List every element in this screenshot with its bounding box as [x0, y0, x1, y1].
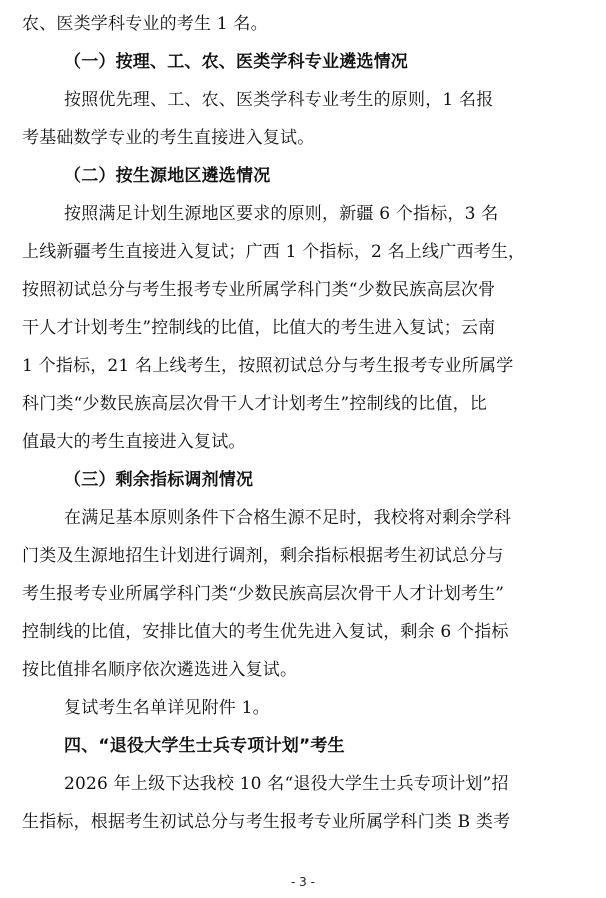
paragraph-line: 按照初试总分与考生报考专业所属学科门类“少数民族高层次骨	[22, 280, 496, 300]
paragraph-line: 门类及生源地招生计划进行调剂，剩余指标根据考生初试总分与	[22, 546, 504, 566]
section-heading-4: 四、“退役大学生士兵专项计划”考生	[64, 736, 345, 756]
paragraph-line: 按照满足计划生源地区要求的原则，新疆 6 个指标，3 名	[64, 204, 499, 224]
paragraph-line: 复试考生名单详见附件 1。	[64, 698, 270, 718]
section-heading-3: （三）剩余指标调剂情况	[64, 470, 254, 490]
paragraph-line: 上线新疆考生直接进入复试；广西 1 个指标，2 名上线广西考生，	[22, 242, 526, 262]
paragraph-line: 科门类“少数民族高层次骨干人才计划考生”控制线的比值，比	[22, 394, 487, 414]
paragraph-line: 按照优先理、工、农、医类学科专业考生的原则，1 名报	[64, 90, 494, 110]
paragraph-line: 1 个指标，21 名上线考生，按照初试总分与考生报考专业所属学	[22, 356, 514, 376]
section-heading-1: （一）按理、工、农、医类学科专业遴选情况	[64, 52, 408, 72]
paragraph-line: 考生报考专业所属学科门类“少数民族高层次骨干人才计划考生”	[22, 584, 505, 604]
paragraph-line: 2026 年上级下达我校 10 名“退役大学生士兵专项计划”招	[64, 774, 509, 794]
paragraph-line: 按比值排名顺序依次遴选进入复试。	[22, 660, 298, 680]
page-number: - 3 -	[291, 875, 315, 889]
paragraph-line: 干人才计划考生”控制线的比值，比值大的考生进入复试；云南	[22, 318, 496, 338]
paragraph-line: 在满足基本原则条件下合格生源不足时，我校将对剩余学科	[64, 508, 512, 528]
text-line: 农、医类学科专业的考生 1 名。	[22, 14, 268, 34]
paragraph-line: 生指标，根据考生初试总分与考生报考专业所属学科门类 B 类考	[22, 812, 511, 832]
paragraph-line: 考基础数学专业的考生直接进入复试。	[22, 128, 315, 148]
paragraph-line: 控制线的比值，安排比值大的考生优先进入复试，剩余 6 个指标	[22, 622, 509, 642]
section-heading-2: （二）按生源地区遴选情况	[64, 166, 271, 186]
paragraph-line: 值最大的考生直接进入复试。	[22, 432, 246, 452]
